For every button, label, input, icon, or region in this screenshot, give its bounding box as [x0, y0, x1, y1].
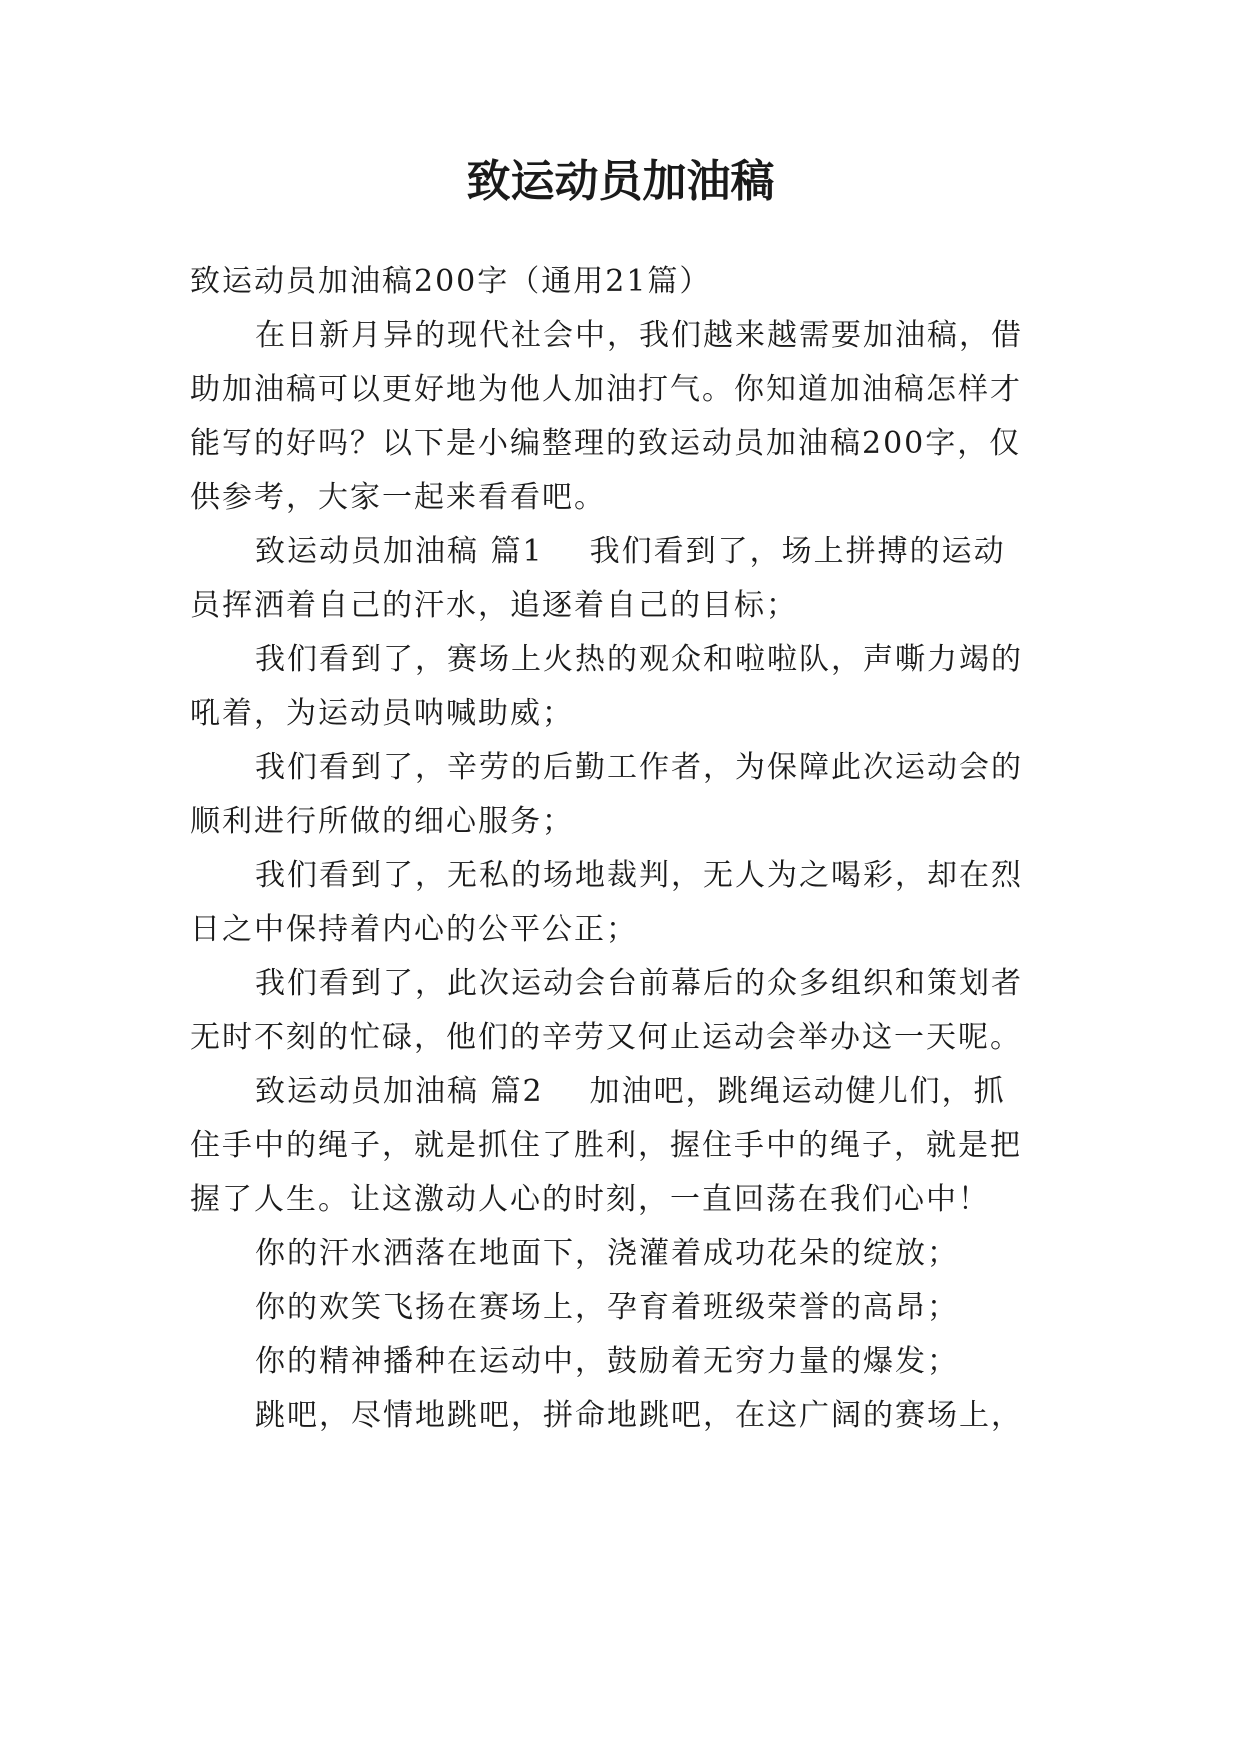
piece-1-line: 日之中保持着内心的公平公正； — [190, 912, 638, 947]
piece-2-line: 住手中的绳子，就是抓住了胜利，握住手中的绳子，就是把 — [190, 1128, 1022, 1163]
piece-1-line: 我们看到了，此次运动会台前幕后的众多组织和策划者 — [255, 966, 1023, 1001]
piece-2-first-line: 加油吧，跳绳运动健儿们，抓 — [589, 1074, 1006, 1109]
piece-2-heading-line — [255, 1072, 1006, 1112]
document-subtitle: 致运动员加油稿200字（通用21篇） — [190, 264, 712, 299]
piece-1-heading: 致运动员加油稿 篇1 — [255, 534, 544, 569]
piece-2-line: 你的汗水洒落在地面下，浇灌着成功花朵的绽放； — [255, 1236, 959, 1271]
piece-2-heading: 致运动员加油稿 篇2 — [255, 1074, 544, 1109]
piece-1-line: 吼着，为运动员呐喊助威； — [190, 696, 574, 731]
piece-1-line: 我们看到了，无私的场地裁判，无人为之喝彩，却在烈 — [255, 858, 1023, 893]
piece-1-line: 无时不刻的忙碌，他们的辛劳又何止运动会举办这一天呢。 — [190, 1020, 1022, 1055]
piece-1-line: 顺利进行所做的细心服务； — [190, 804, 574, 839]
piece-2-line: 你的精神播种在运动中，鼓励着无穷力量的爆发； — [255, 1344, 959, 1379]
piece-1-first-line: 我们看到了，场上拼搏的运动 — [589, 534, 1006, 569]
intro-line: 供参考，大家一起来看看吧。 — [190, 480, 606, 515]
intro-line: 能写的好吗？以下是小编整理的致运动员加油稿200字，仅 — [190, 426, 1022, 461]
piece-1-line: 员挥洒着自己的汗水，追逐着自己的目标； — [190, 588, 798, 623]
piece-2-line: 你的欢笑飞扬在赛场上，孕育着班级荣誉的高昂； — [255, 1290, 959, 1325]
piece-2-line: 跳吧，尽情地跳吧，拼命地跳吧，在这广阔的赛场上， — [255, 1398, 1023, 1433]
piece-1-line: 我们看到了，赛场上火热的观众和啦啦队，声嘶力竭的 — [255, 642, 1023, 677]
piece-1-heading-line — [255, 532, 1006, 572]
piece-1-line: 我们看到了，辛劳的后勤工作者，为保障此次运动会的 — [255, 750, 1023, 785]
intro-line: 在日新月异的现代社会中，我们越来越需要加油稿，借 — [255, 318, 1023, 353]
intro-line: 助加油稿可以更好地为他人加油打气。你知道加油稿怎样才 — [190, 372, 1022, 407]
document-title: 致运动员加油稿 — [466, 156, 775, 207]
piece-2-line: 握了人生。让这激动人心的时刻，一直回荡在我们心中！ — [190, 1182, 990, 1217]
